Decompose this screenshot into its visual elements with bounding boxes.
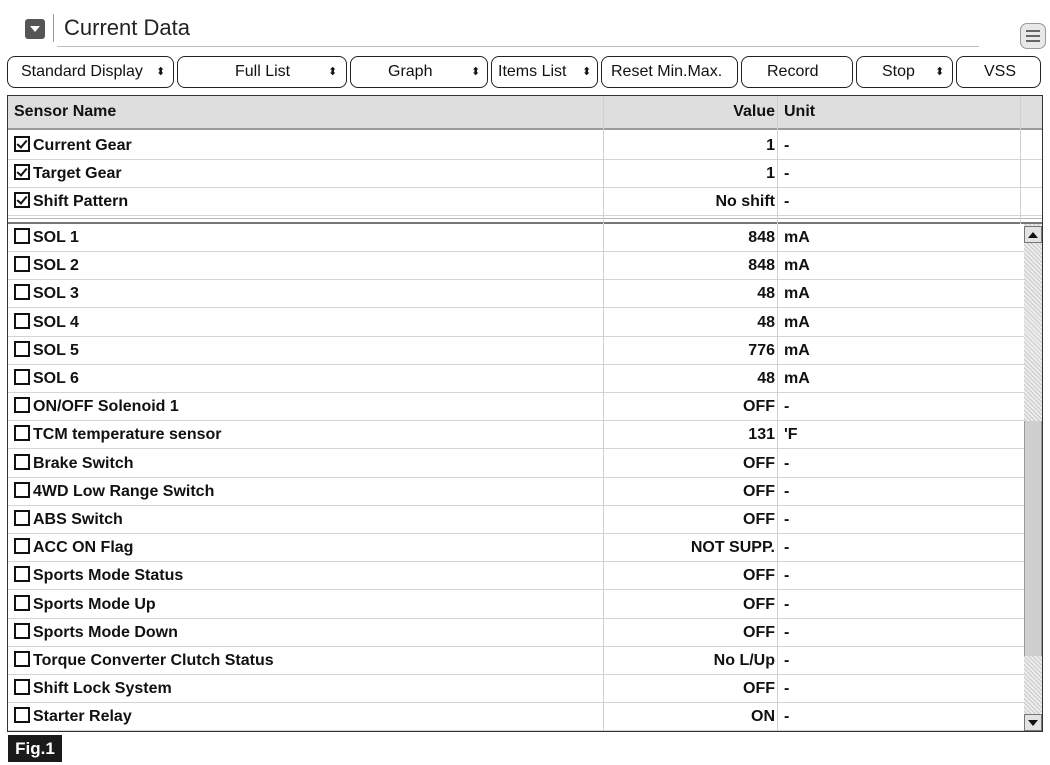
sensor-value: OFF (743, 454, 775, 472)
checkbox-icon[interactable] (14, 228, 30, 244)
sensor-name-cell (14, 252, 602, 279)
button-label: Reset Min.Max. (611, 63, 723, 80)
items-list-dropdown[interactable] (491, 56, 598, 88)
sensor-name-cell (14, 337, 602, 364)
button-label: Record (767, 63, 819, 80)
sensor-name-cell (14, 160, 602, 187)
sensor-name: SOL 2 (33, 257, 79, 275)
sensor-name: ABS Switch (33, 511, 123, 528)
table-row[interactable] (8, 534, 1042, 562)
sensor-value: OFF (743, 680, 775, 698)
table-row[interactable] (8, 188, 1042, 216)
table-header (8, 96, 1042, 130)
sensor-value: No L/Up (713, 652, 775, 669)
sensor-unit: mA (784, 285, 810, 303)
window-title: Current Data (64, 15, 190, 40)
table-row[interactable] (8, 160, 1042, 188)
sensor-name-cell (14, 703, 602, 730)
table-row[interactable] (8, 675, 1042, 703)
checkbox-icon[interactable] (14, 595, 30, 611)
table-row[interactable] (8, 562, 1042, 590)
sensor-value: 48 (757, 285, 775, 303)
unit-column-header[interactable]: Unit (784, 103, 816, 120)
sensor-name-cell (14, 534, 602, 561)
checkbox-icon[interactable] (14, 482, 30, 498)
sensor-name: Shift Lock System (33, 680, 172, 698)
standard-display-dropdown[interactable] (7, 56, 174, 88)
checkbox-icon[interactable] (14, 651, 30, 667)
sensor-value: 776 (748, 341, 775, 359)
checkbox-icon[interactable] (14, 284, 30, 300)
dropdown-label: Stop (882, 63, 915, 80)
sensor-value: OFF (743, 623, 775, 641)
collapse-arrow-icon[interactable] (25, 19, 45, 39)
table-row[interactable] (8, 280, 1042, 308)
sensor-name: Sports Mode Up (33, 595, 156, 613)
sensor-value: OFF (743, 567, 775, 585)
spinner-icon: ⬍ (328, 66, 338, 78)
checkbox-icon[interactable] (14, 313, 30, 329)
sensor-name: Shift Pattern (33, 193, 129, 211)
sensor-name-cell (14, 562, 602, 589)
sensor-unit: - (784, 137, 790, 154)
sensor-value: OFF (743, 482, 775, 500)
table-row[interactable] (8, 619, 1042, 647)
sensor-value: 848 (748, 257, 775, 275)
sensor-value: ON (751, 708, 775, 726)
sensor-value: 848 (748, 229, 775, 246)
checkbox-icon[interactable] (14, 256, 30, 272)
sensor-name-cell (14, 421, 602, 448)
sensor-value: 48 (757, 313, 775, 331)
toolbar (7, 56, 1043, 90)
checkbox-checked-icon[interactable] (14, 192, 30, 208)
sensor-unit: - (784, 567, 790, 585)
title-divider (57, 46, 979, 47)
sensor-unit: - (784, 398, 790, 416)
checkbox-icon[interactable] (14, 369, 30, 385)
spinner-icon: ⬍ (471, 66, 481, 78)
sensor-name: ON/OFF Solenoid 1 (33, 398, 179, 416)
sensor-value: 48 (757, 370, 775, 387)
figure-label: Fig.1 (8, 735, 62, 762)
sensor-value: OFF (743, 511, 775, 528)
column-divider (1020, 96, 1021, 224)
sensor-unit: - (784, 165, 790, 183)
sensor-name: 4WD Low Range Switch (33, 482, 215, 500)
sensor-unit: - (784, 511, 790, 528)
sensor-name: TCM temperature sensor (33, 426, 222, 444)
sensor-unit: mA (784, 229, 810, 246)
sensor-name-cell (14, 224, 602, 251)
table-row[interactable] (8, 421, 1042, 449)
menu-list-icon[interactable] (1020, 23, 1046, 49)
button-label: VSS (984, 63, 1017, 80)
dropdown-label: Graph (388, 63, 433, 80)
reset-minmax-button[interactable] (601, 56, 738, 88)
sensor-value: NOT SUPP. (690, 539, 775, 557)
sensor-unit: - (784, 708, 790, 726)
checkbox-icon[interactable] (14, 425, 30, 441)
table-row[interactable] (8, 647, 1042, 675)
sensor-name-cell (14, 132, 602, 159)
checkbox-icon[interactable] (14, 566, 30, 582)
sensor-name: Sports Mode Status (33, 567, 184, 585)
sensor-value: 131 (748, 426, 775, 444)
dropdown-label: Full List (235, 63, 291, 80)
sensor-unit: - (784, 454, 790, 472)
title-separator (53, 14, 54, 42)
scroll-up-icon[interactable] (1024, 226, 1042, 243)
sensor-name-cell (14, 506, 602, 533)
sensor-unit: mA (784, 313, 810, 331)
sensor-name: SOL 5 (33, 341, 79, 359)
sensor-name-cell (14, 393, 602, 420)
sensor-name-cell (14, 365, 602, 392)
sensor-unit: - (784, 652, 790, 669)
checkbox-icon[interactable] (14, 510, 30, 526)
table-row[interactable] (8, 591, 1042, 619)
table-row[interactable] (8, 478, 1042, 506)
graph-dropdown[interactable] (350, 56, 488, 88)
sensor-unit: - (784, 623, 790, 641)
table-row[interactable] (8, 132, 1042, 160)
sensor-unit: - (784, 539, 790, 557)
sensor-value: 1 (766, 165, 775, 183)
title-bar (7, 8, 1043, 46)
table-row[interactable] (8, 506, 1042, 534)
spinner-icon: ⬍ (935, 66, 945, 78)
table-row[interactable] (8, 393, 1042, 421)
checkbox-icon[interactable] (14, 623, 30, 639)
sensor-name-cell (14, 647, 602, 674)
table-row[interactable] (8, 450, 1042, 478)
sensor-unit: - (784, 595, 790, 613)
value-column-header[interactable]: Value (733, 103, 775, 120)
sensor-name-cell (14, 280, 602, 307)
checkbox-icon[interactable] (14, 454, 30, 470)
sensor-name: SOL 6 (33, 370, 79, 387)
sensor-name-cell (14, 309, 602, 336)
sensor-name: Sports Mode Down (33, 623, 178, 641)
record-button[interactable] (741, 56, 853, 88)
table-row[interactable] (8, 365, 1042, 393)
sensor-name-column-header[interactable]: Sensor Name (14, 103, 117, 120)
table-row[interactable] (8, 337, 1042, 365)
spinner-icon: ⬍ (582, 66, 592, 78)
sensor-name: SOL 1 (33, 229, 79, 246)
scrollbar-thumb[interactable] (1024, 421, 1042, 656)
column-divider (777, 96, 778, 732)
sensor-name: Starter Relay (33, 708, 132, 726)
dropdown-label: Standard Display (21, 63, 143, 80)
sensor-value: 1 (766, 137, 775, 154)
checkbox-icon[interactable] (14, 538, 30, 554)
sensor-name: Current Gear (33, 137, 132, 154)
checkbox-checked-icon[interactable] (14, 164, 30, 180)
sensor-unit: mA (784, 370, 810, 387)
checkbox-icon[interactable] (14, 397, 30, 413)
stop-dropdown[interactable] (856, 56, 953, 88)
sensor-name: Target Gear (33, 165, 122, 183)
sensor-unit: - (784, 482, 790, 500)
column-divider (603, 96, 604, 732)
sensor-unit: 'F (784, 426, 798, 444)
full-list-dropdown[interactable] (177, 56, 347, 88)
sensor-name: Brake Switch (33, 454, 134, 472)
checkbox-icon[interactable] (14, 679, 30, 695)
scroll-down-icon[interactable] (1024, 714, 1042, 731)
dropdown-label: Items List (498, 63, 567, 80)
sensor-unit: - (784, 680, 790, 698)
checkbox-icon[interactable] (14, 707, 30, 723)
sensor-name: SOL 4 (33, 313, 79, 331)
checkbox-checked-icon[interactable] (14, 136, 30, 152)
table-row[interactable] (8, 309, 1042, 337)
sensor-name: ACC ON Flag (33, 539, 134, 557)
sensor-unit: - (784, 193, 790, 211)
sensor-value: OFF (743, 398, 775, 416)
current-data-table (7, 95, 1043, 732)
checkbox-icon[interactable] (14, 341, 30, 357)
sensor-name-cell (14, 188, 602, 215)
sensor-name-cell (14, 478, 602, 505)
sensor-name: Torque Converter Clutch Status (33, 652, 274, 669)
table-row[interactable] (8, 252, 1042, 280)
sensor-unit: mA (784, 341, 810, 359)
sensor-name-cell (14, 450, 602, 477)
sensor-value: No shift (715, 193, 775, 211)
sensor-name-cell (14, 675, 602, 702)
table-row[interactable] (8, 703, 1042, 731)
sensor-name-cell (14, 591, 602, 618)
vss-button[interactable] (956, 56, 1041, 88)
sensor-name: SOL 3 (33, 285, 79, 303)
table-row[interactable] (8, 224, 1042, 252)
sensor-name-cell (14, 619, 602, 646)
sensor-value: OFF (743, 595, 775, 613)
spinner-icon: ⬍ (156, 66, 166, 78)
sensor-unit: mA (784, 257, 810, 275)
